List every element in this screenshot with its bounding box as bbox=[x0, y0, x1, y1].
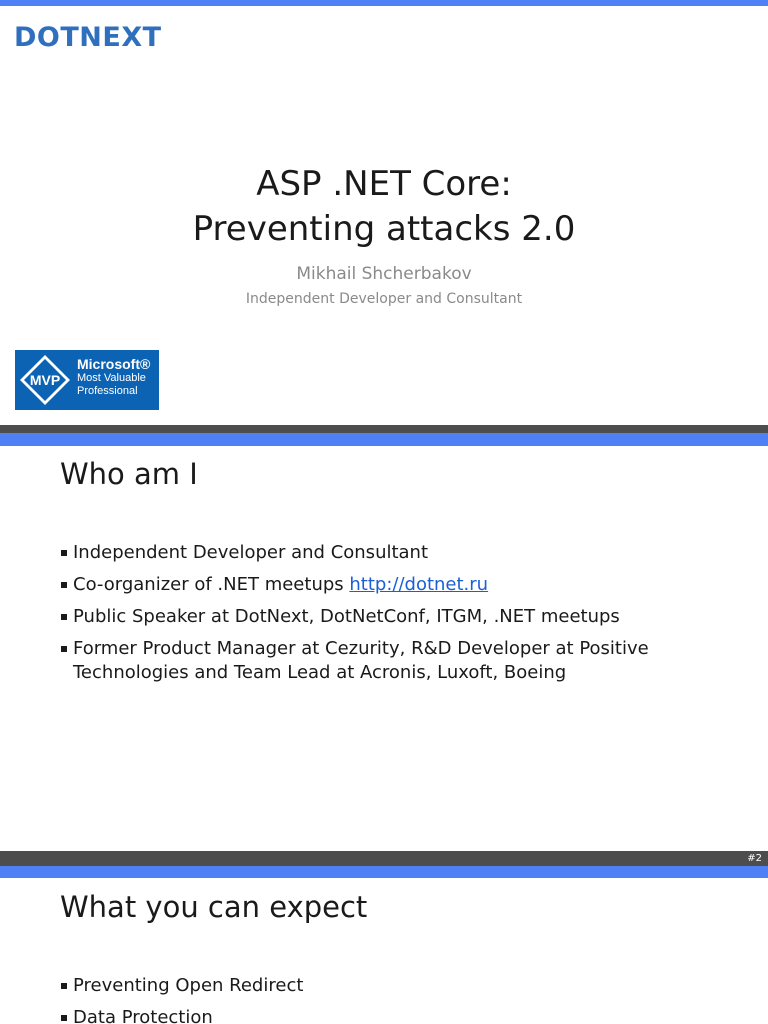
slide-title-line-1: ASP .NET Core: bbox=[256, 164, 512, 204]
bullet-text: Public Speaker at DotNext, DotNetConf, ITGM, .NET meetups bbox=[73, 606, 620, 627]
dotnet-ru-link[interactable]: http://dotnet.ru bbox=[349, 574, 489, 595]
slide-2-heading: Who am I bbox=[60, 457, 198, 491]
bullet-item bbox=[60, 637, 710, 685]
slide-3-heading: What you can expect bbox=[60, 890, 368, 924]
mvp-line-2: Most Valuable bbox=[77, 372, 146, 384]
bullet-item bbox=[60, 605, 710, 629]
mvp-label: MVP bbox=[29, 372, 61, 388]
mvp-line-3: Professional bbox=[77, 385, 138, 397]
slide-2-top-bar bbox=[0, 433, 768, 446]
author-role: Independent Developer and Consultant bbox=[245, 291, 523, 307]
bullet-text: Former Product Manager at Cezurity, R&D Developer at Positive Technologies and Team Lead at Acronis, Luxoft, Boeing bbox=[73, 638, 649, 683]
mvp-diamond-icon bbox=[15, 350, 75, 410]
author-name: Mikhail Shcherbakov bbox=[296, 264, 472, 284]
slide-1-footer-bar bbox=[0, 425, 768, 433]
slide-2-footer-bar bbox=[0, 851, 768, 866]
mvp-badge-text bbox=[77, 356, 150, 398]
slide-2-bullet-list bbox=[60, 541, 710, 693]
top-accent-bar bbox=[0, 0, 768, 6]
bullet-text: Co-organizer of .NET meetups bbox=[73, 574, 350, 595]
slide-3-bullet-list bbox=[60, 974, 710, 1024]
slide-3-top-bar bbox=[0, 866, 768, 878]
dotnext-logo: DOTNEXT bbox=[14, 22, 162, 53]
mvp-badge bbox=[15, 350, 159, 410]
mvp-line-1: Microsoft® bbox=[77, 356, 151, 372]
bullet-text: Independent Developer and Consultant bbox=[73, 542, 429, 563]
bullet-item bbox=[60, 1006, 710, 1024]
bullet-text: Data Protection bbox=[73, 1007, 213, 1024]
bullet-item bbox=[60, 573, 710, 597]
bullet-text: Preventing Open Redirect bbox=[73, 975, 304, 996]
bullet-item bbox=[60, 974, 710, 998]
bullet-item bbox=[60, 541, 710, 565]
slide-number: #2 bbox=[747, 853, 762, 864]
slide-title-line-2: Preventing attacks 2.0 bbox=[192, 209, 576, 249]
